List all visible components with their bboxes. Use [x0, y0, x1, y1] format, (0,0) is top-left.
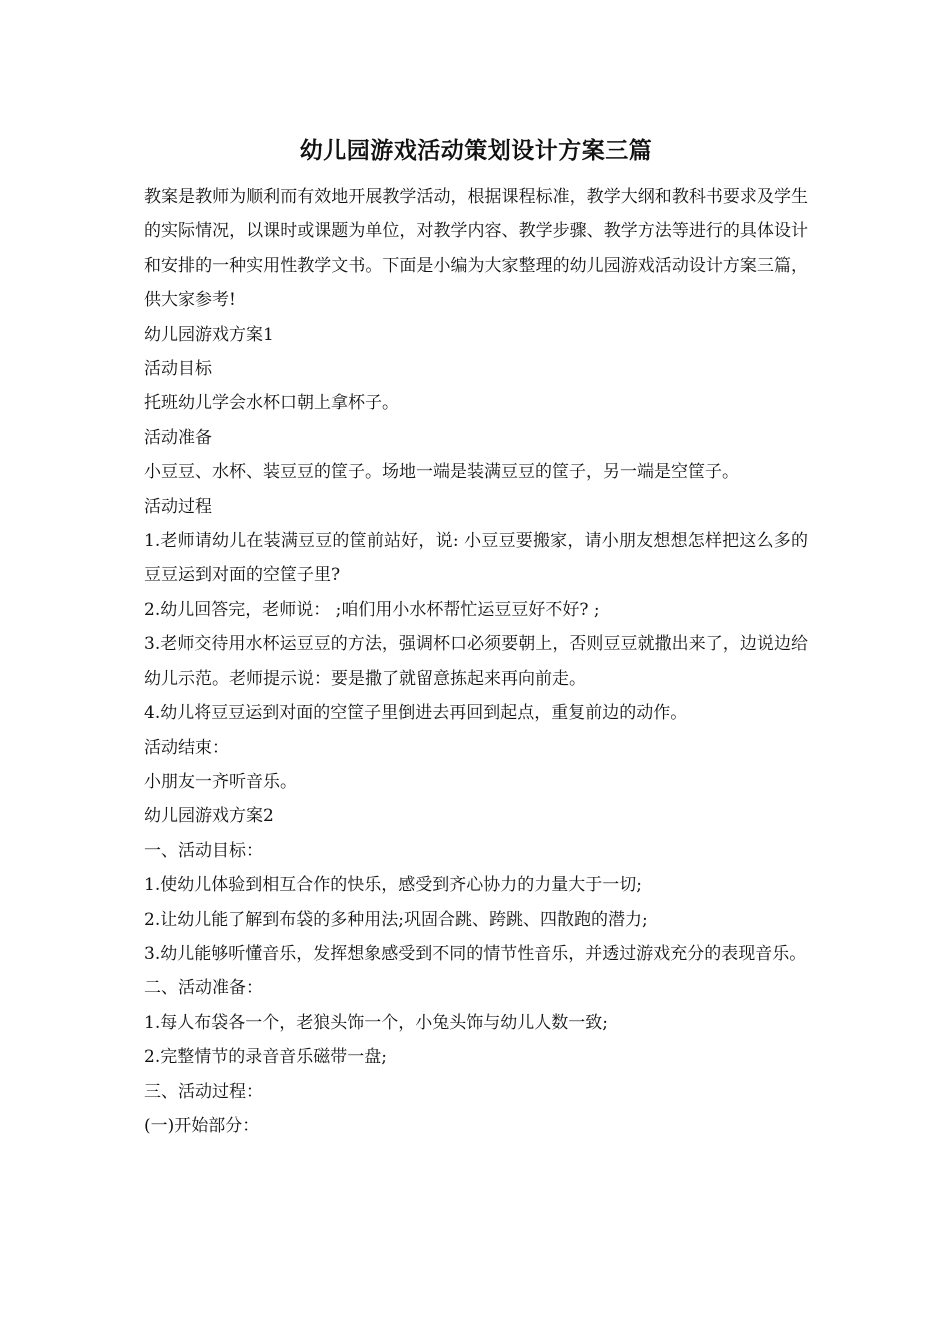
paragraph-preparation: 小豆豆、水杯、装豆豆的筐子。场地一端是装满豆豆的筐子，另一端是空筐子。	[144, 462, 739, 483]
document-title: 幼儿园游戏活动策划设计方案三篇	[299, 137, 653, 164]
process-step-2: 2.幼儿回答完，老师说： ;咱们用小水杯帮忙运豆豆好不好? ;	[144, 599, 600, 620]
subheading-ending: 活动结束：	[144, 737, 229, 758]
process-step-4: 4.幼儿将豆豆运到对面的空筐子里倒进去再回到起点，重复前边的动作。	[144, 703, 688, 724]
section-heading-plan-2: 幼儿园游戏方案2	[144, 806, 274, 827]
document-body	[144, 128, 808, 1143]
goal-item-1: 1.使幼儿体验到相互合作的快乐，感受到齐心协力的力量大于一切;	[144, 875, 642, 896]
subheading-goals-2: 一、活动目标：	[144, 840, 263, 861]
section-heading-plan-1: 幼儿园游戏方案1	[144, 324, 274, 345]
goal-item-2: 2.让幼儿能了解到布袋的多种用法;巩固合跳、跨跳、四散跑的潜力;	[144, 909, 648, 930]
subheading-preparation-2: 二、活动准备：	[144, 978, 263, 999]
preparation-item-2: 2.完整情节的录音音乐磁带一盘;	[144, 1047, 387, 1068]
paragraph-ending: 小朋友一齐听音乐。	[144, 771, 297, 792]
paragraph-goal: 托班幼儿学会水杯口朝上拿杯子。	[144, 393, 399, 414]
subheading-goal: 活动目标	[144, 359, 212, 380]
subheading-preparation: 活动准备	[144, 427, 212, 448]
subheading-process: 活动过程	[144, 496, 212, 517]
preparation-item-1: 1.每人布袋各一个，老狼头饰一个，小兔头饰与幼儿人数一致;	[144, 1012, 608, 1033]
process-step-3: 3.老师交待用水杯运豆豆的方法，强调杯口必须要朝上，否则豆豆就撒出来了，边说边给幼儿示范。老师提示说：要是撒了就留意拣起来再向前走。	[144, 634, 808, 689]
goal-item-3: 3.幼儿能够听懂音乐，发挥想象感受到不同的情节性音乐，并透过游戏充分的表现音乐。	[144, 943, 807, 964]
process-step-1: 1.老师请幼儿在装满豆豆的筐前站好，说: 小豆豆要搬家，请小朋友想想怎样把这么多的豆豆运到对面的空筐子里?	[144, 531, 808, 586]
subheading-opening-part: (一)开始部分：	[144, 1115, 260, 1136]
intro-paragraph: 教案是教师为顺利而有效地开展教学活动，根据课程标准，教学大纲和教科书要求及学生的实际情况，以课时或课题为单位，对教学内容、教学步骤、教学方法等进行的具体设计和安排的一种实用性教学文书。下面是小编为大家整理的幼儿园游戏活动设计方案三篇，供大家参考!	[144, 187, 808, 311]
subheading-process-2: 三、活动过程：	[144, 1081, 263, 1102]
